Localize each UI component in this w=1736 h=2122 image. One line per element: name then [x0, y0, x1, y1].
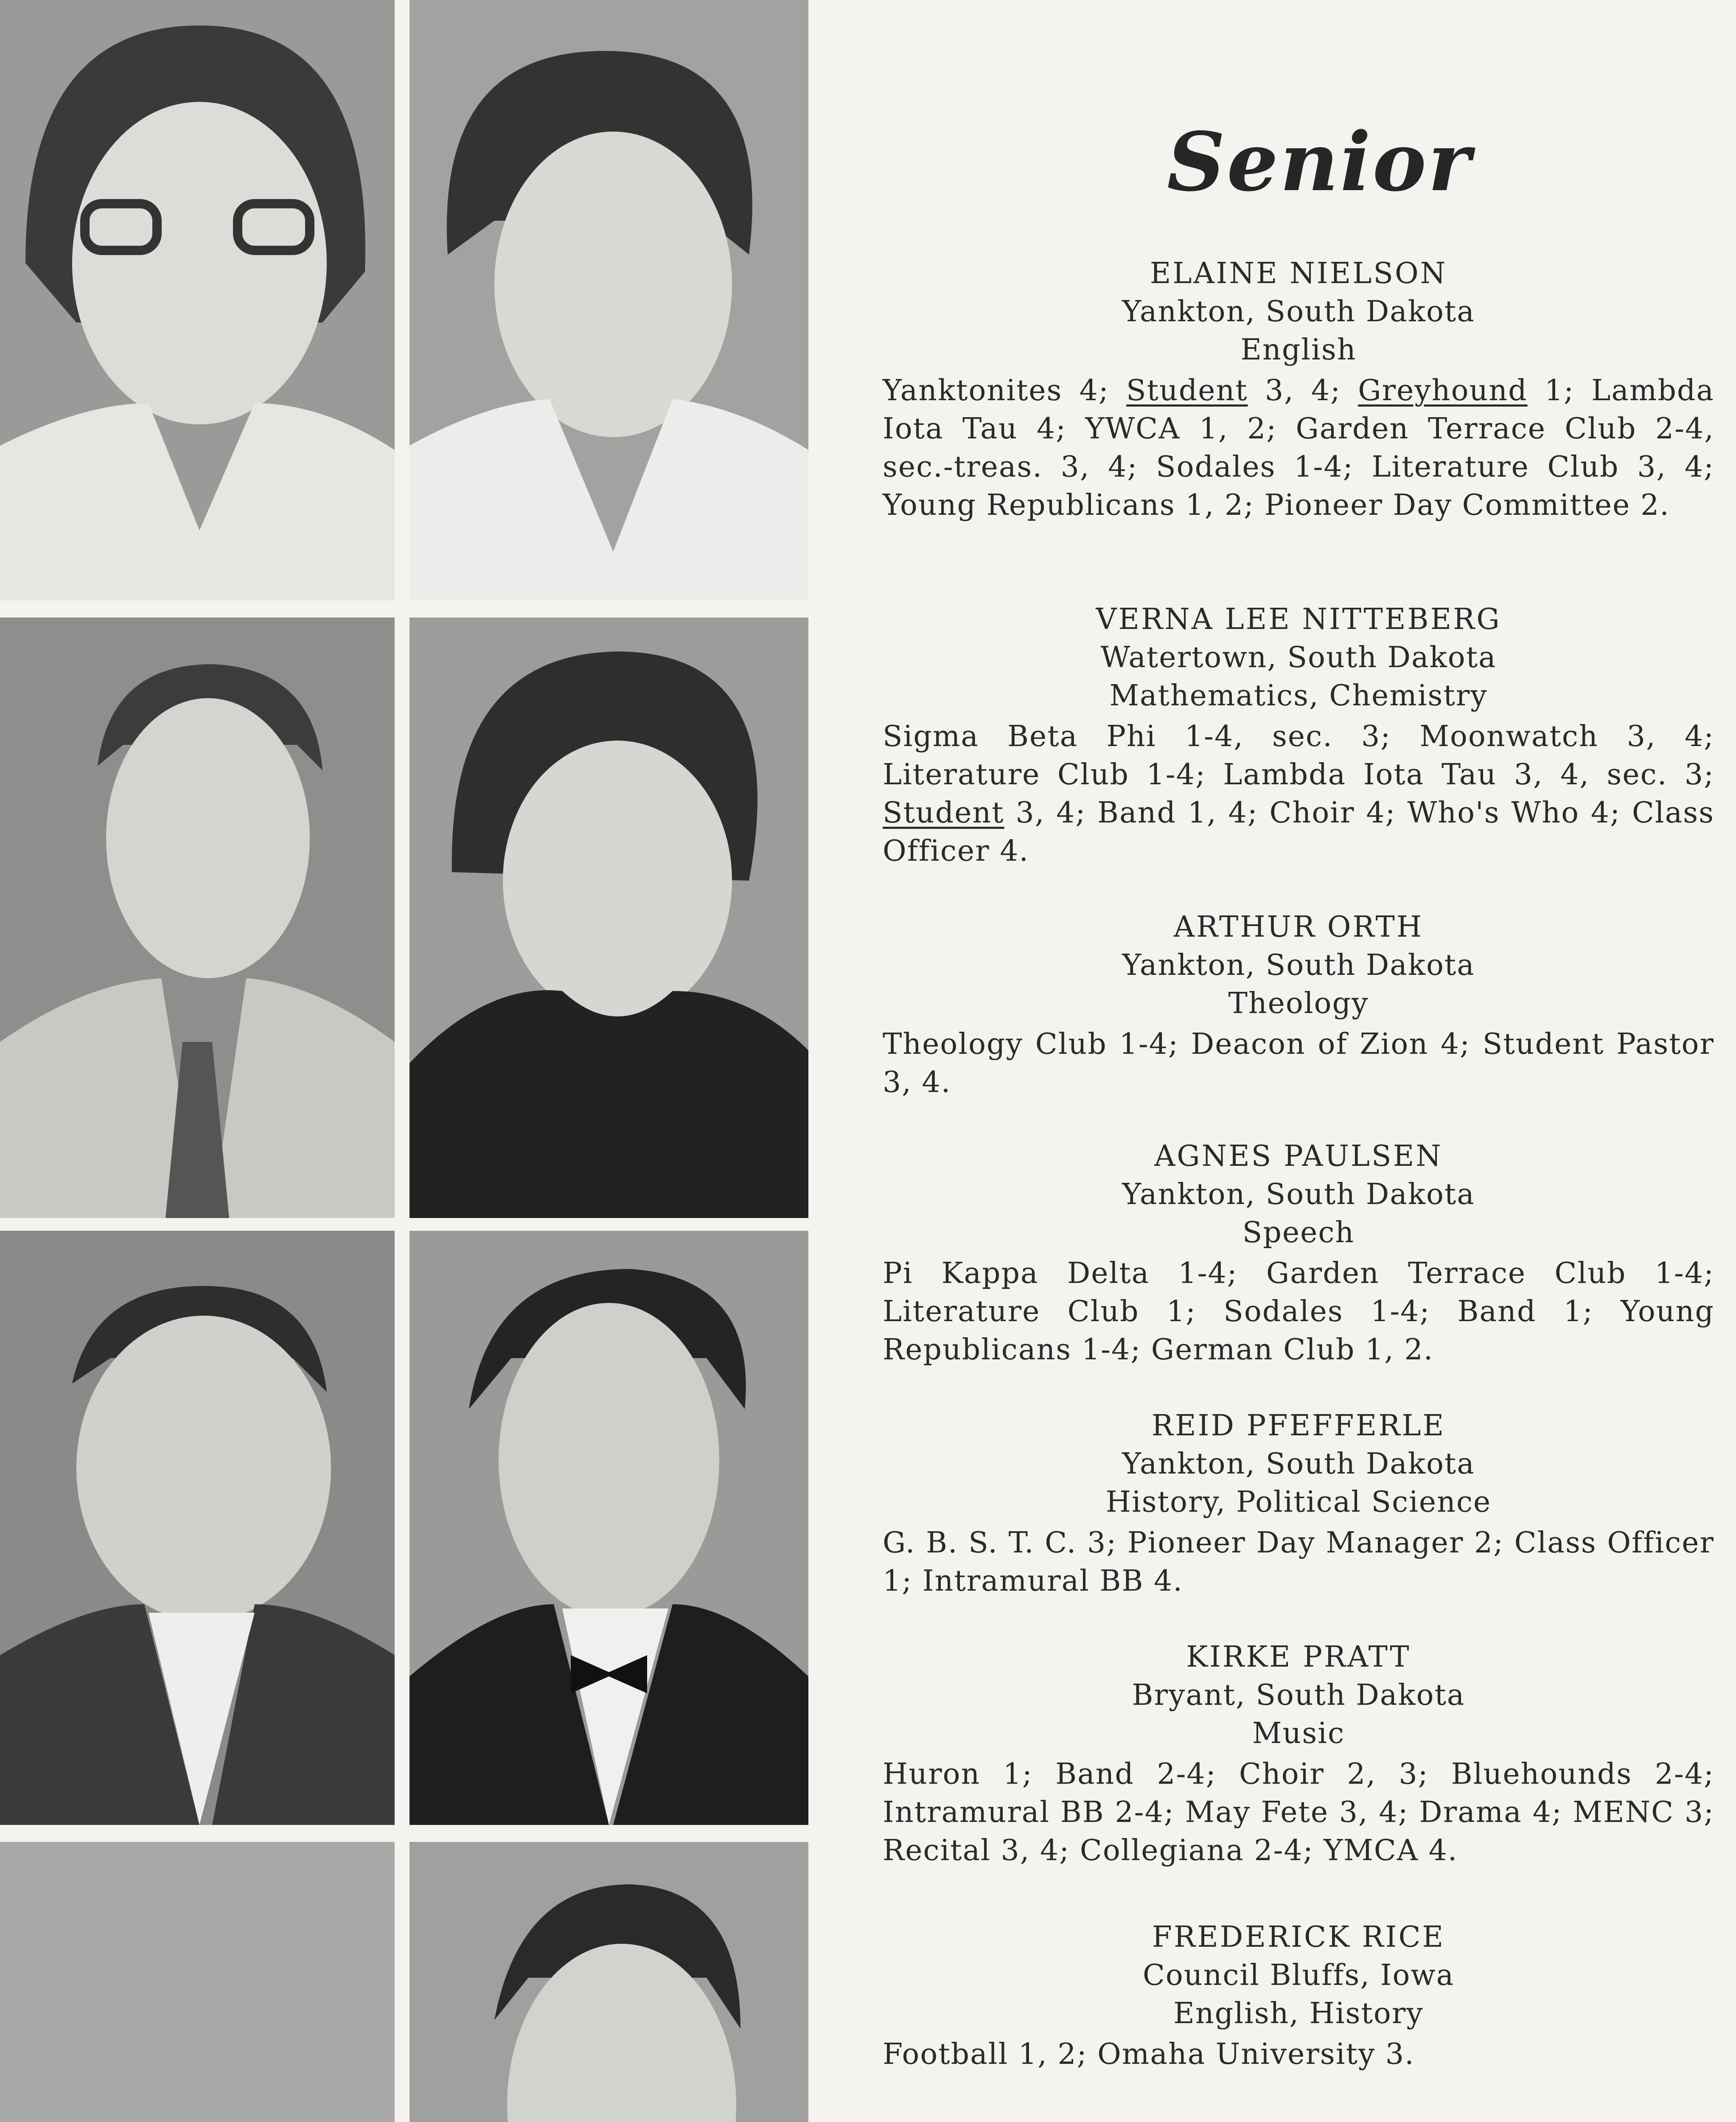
empty-photo-slot — [0, 1842, 395, 2122]
entry-hometown: Yankton, South Dakota — [1122, 1178, 1475, 1211]
entry-name: ARTHUR ORTH — [1173, 910, 1424, 944]
entry-kirke-pratt — [883, 1638, 1714, 1870]
entry-activities: Pi Kappa Delta 1-4; Garden Terrace Club 1-4; Literature Club 1; Sodales 1-4; Band 1; Young Republicans 1-4; German Club 1, 2. — [883, 1257, 1714, 1367]
entry-activities: Football 1, 2; Omaha University 3. — [883, 2038, 1415, 2071]
portrait-agnes-paulsen — [409, 618, 808, 1218]
entry-major: English — [1240, 333, 1357, 367]
entry-major: English, History — [1173, 1997, 1424, 2030]
entry-name: AGNES PAULSEN — [1154, 1140, 1443, 1173]
entry-hometown: Yankton, South Dakota — [1122, 1447, 1475, 1481]
entry-hometown: Council Bluffs, Iowa — [1142, 1959, 1455, 1992]
entry-verna-lee-nitteberg — [883, 601, 1714, 870]
entry-hometown: Watertown, South Dakota — [1100, 641, 1497, 674]
entry-activities: G. B. S. T. C. 3; Pioneer Day Manager 2; Class Officer 1; Intramural BB 4. — [883, 1526, 1714, 1598]
entry-frederick-rice — [883, 1918, 1714, 2074]
entry-hometown: Yankton, South Dakota — [1122, 949, 1475, 982]
entry-name: KIRKE PRATT — [1186, 1640, 1411, 1674]
entry-major: Theology — [1228, 987, 1369, 1020]
entry-name: FREDERICK RICE — [1152, 1920, 1445, 1954]
portrait-arthur-orth — [0, 618, 395, 1218]
entry-name: REID PFEFFERLE — [1151, 1409, 1446, 1443]
entry-activities: Yanktonites 4; Student 3, 4; Greyhound 1; Lambda Iota Tau 4; YWCA 1, 2; Garden Terrace Club 2-4, sec.-treas. 3, 4; Sodales 1-4; Literature Club 3, 4; Young Republicans 1, 2; Pioneer Day Committee 2. — [883, 374, 1714, 522]
entry-name: ELAINE NIELSON — [1150, 257, 1447, 290]
entry-elaine-nielson — [883, 255, 1714, 525]
portrait-image — [409, 1231, 808, 1825]
entry-activities: Sigma Beta Phi 1-4, sec. 3; Moonwatch 3, 4; Literature Club 1-4; Lambda Iota Tau 3, 4, sec. 3; Student 3, 4; Band 1, 4; Choir 4; Who's Who 4; Class Officer 4. — [883, 720, 1714, 868]
entry-hometown: Yankton, South Dakota — [1122, 295, 1475, 328]
entry-arthur-orth — [883, 908, 1714, 1102]
portrait-elaine-nielson — [0, 0, 395, 601]
entry-name: VERNA LEE NITTEBERG — [1096, 603, 1501, 636]
entry-reid-pfefferle — [883, 1407, 1714, 1600]
entry-major: History, Political Science — [1105, 1485, 1492, 1519]
page-heading: Senior — [1167, 115, 1472, 209]
portrait-image — [0, 1231, 395, 1825]
entry-major: Speech — [1242, 1216, 1355, 1249]
portrait-image — [0, 618, 395, 1218]
entry-major: Music — [1252, 1717, 1345, 1750]
portrait-image — [409, 618, 808, 1218]
entry-major: Mathematics, Chemistry — [1109, 679, 1488, 713]
portrait-image — [409, 0, 808, 601]
portrait-image — [0, 0, 395, 601]
entry-activities: Theology Club 1-4; Deacon of Zion 4; Student Pastor 3, 4. — [883, 1027, 1714, 1099]
portrait-verna-lee-nitteberg — [409, 0, 808, 601]
portrait-frederick-rice — [409, 1842, 808, 2122]
entry-hometown: Bryant, South Dakota — [1132, 1679, 1465, 1712]
portrait-reid-pfefferle — [0, 1231, 395, 1825]
entry-agnes-paulsen — [883, 1137, 1714, 1369]
portrait-image — [409, 1842, 808, 2122]
entry-activities: Huron 1; Band 2-4; Choir 2, 3; Bluehounds 2-4; Intramural BB 2-4; May Fete 3, 4; Drama 4; MENC 3; Recital 3, 4; Collegiana 2-4; YMCA 4. — [883, 1757, 1714, 1867]
portrait-kirke-pratt — [409, 1231, 808, 1825]
